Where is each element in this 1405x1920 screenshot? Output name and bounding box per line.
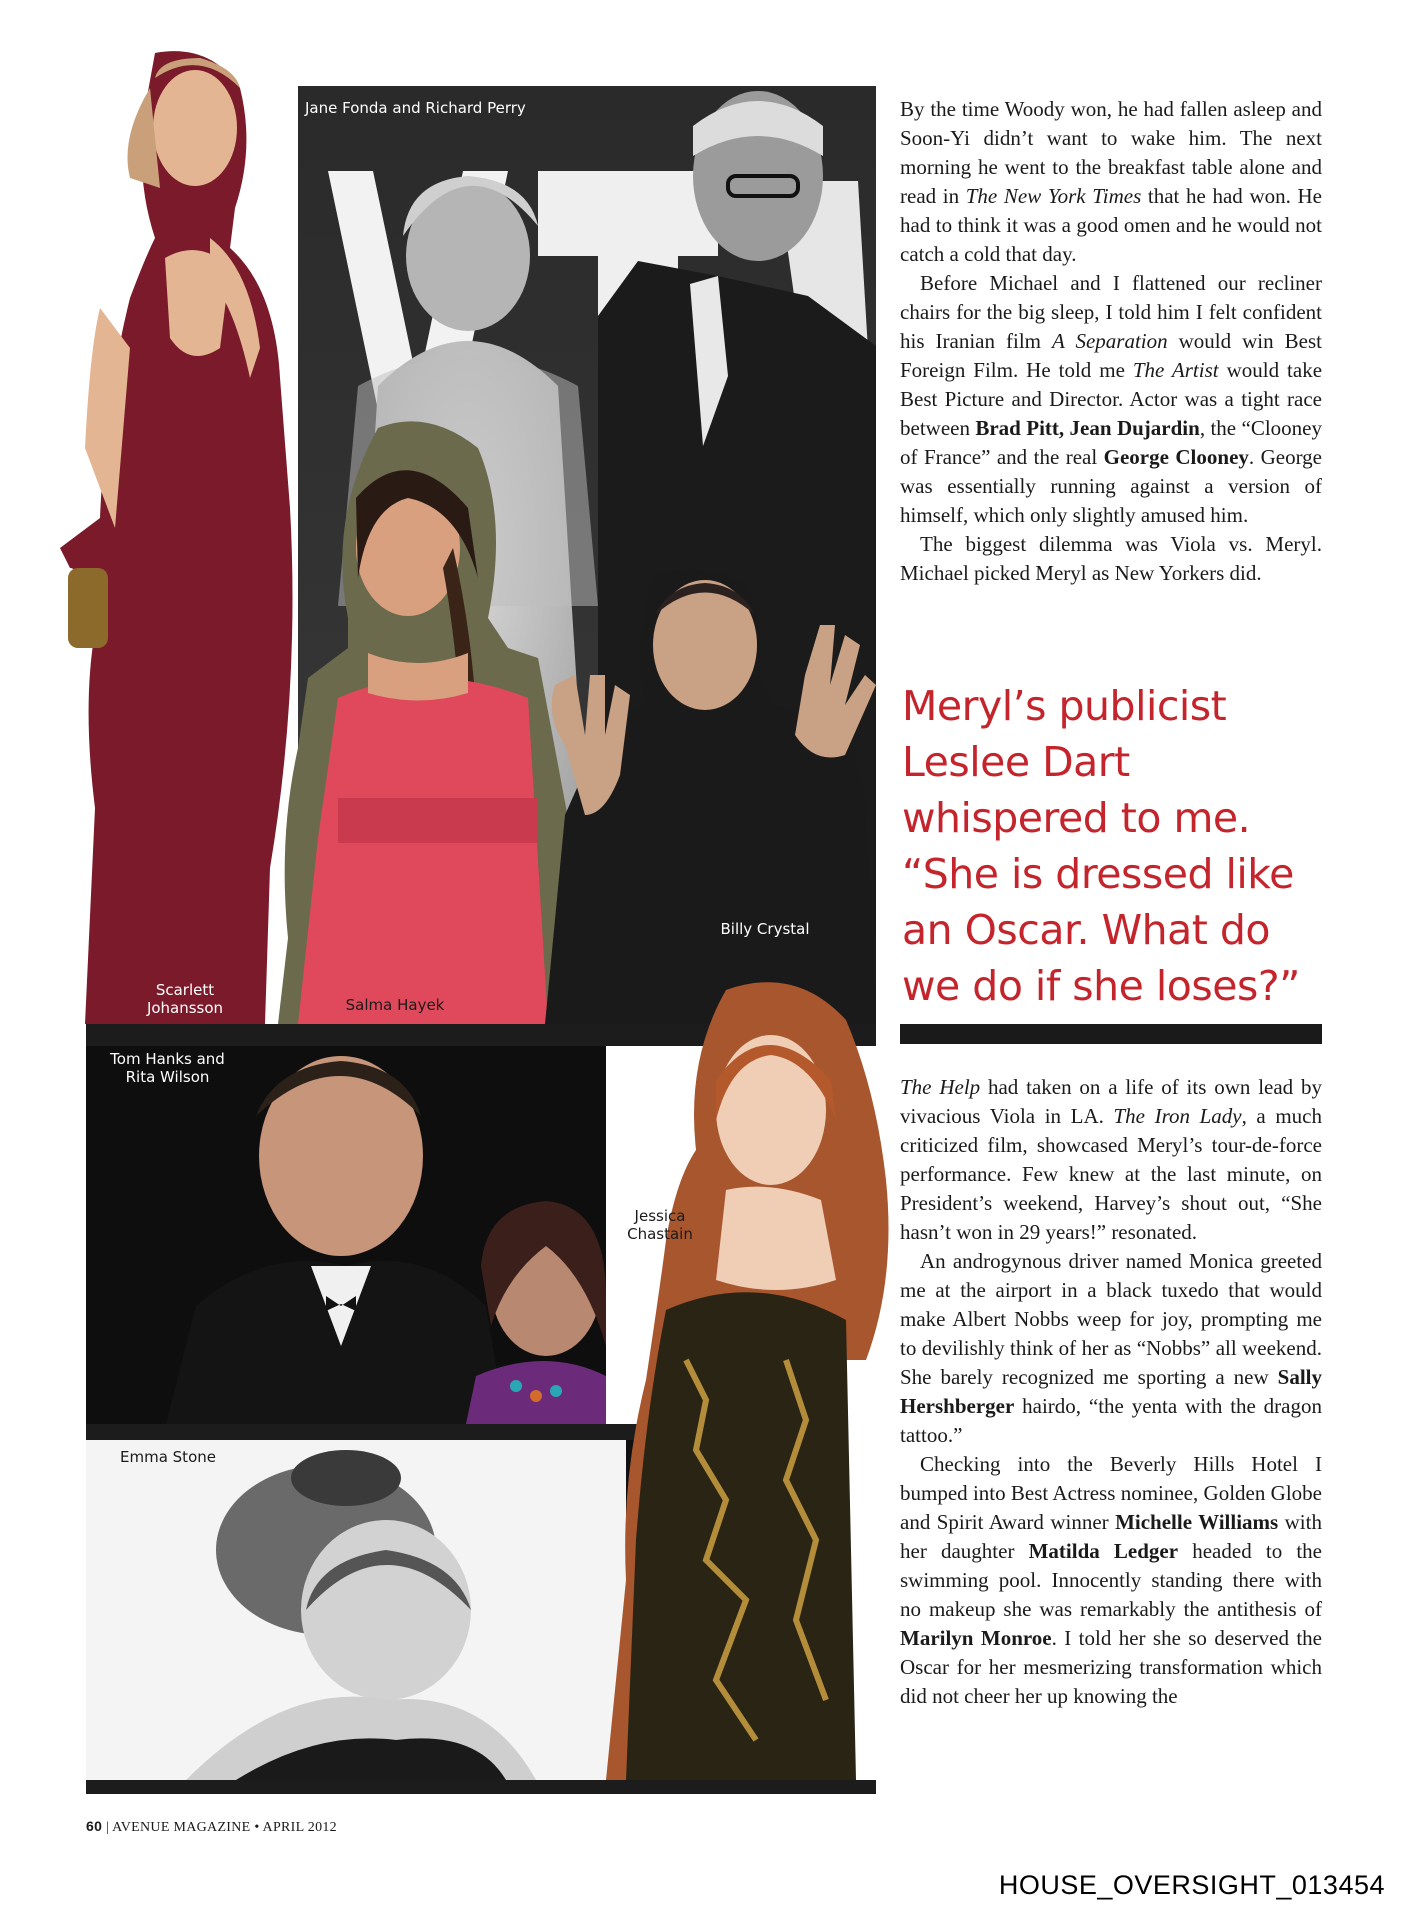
caption-salma-hayek: Salma Hayek xyxy=(345,996,445,1014)
photo-block-bottom-band xyxy=(86,1780,876,1794)
caption-emma-stone: Emma Stone xyxy=(120,1448,216,1466)
article-paragraph: By the time Woody won, he had fallen asleep and Soon-Yi didn’t want to wake him. The next morning he went to the breakfast table alone and read in The New York Times that he had won. He had to think it was a good omen and he would not catch a cold that day. xyxy=(900,97,1322,266)
pull-quote-rule xyxy=(900,1024,1322,1044)
photo-jessica-chastain xyxy=(606,980,896,1780)
article-column-top xyxy=(900,95,1322,588)
caption-jessica-chastain: Jessica Chastain xyxy=(627,1207,693,1243)
photo-hanks-wilson xyxy=(86,1046,606,1424)
photo-billy-crystal xyxy=(545,565,876,1024)
article-paragraph: The Help had taken on a life of its own lead by vivacious Viola in LA. The Iron Lady, a much criticized film, showcased Meryl’s tour-de-force performance. Few knew at the last minute, on President’s weekend, Harvey’s shout out, “She hasn’t won in 29 years!” resonated. xyxy=(900,1075,1323,1244)
article-paragraph: Before Michael and I flattened our recliner chairs for the big sleep, I told him I felt confident his Iranian film A Separation would win Best Foreign Film. He told me The Artist would take Best Picture and Director. Actor was a tight race between Brad Pitt, Jean Dujardin, the “Clooney of France” and the real George Clooney. George was essentially running against a version of himself, which only slightly amused him. xyxy=(900,271,1323,527)
page-number: 60 xyxy=(86,1818,103,1834)
photo-emma-stone xyxy=(86,1440,666,1780)
caption-hanks-wilson: Tom Hanks and Rita Wilson xyxy=(110,1050,225,1086)
caption-fonda-perry: Jane Fonda and Richard Perry xyxy=(305,99,526,117)
footer-separator: | xyxy=(102,1820,113,1835)
caption-scarlett-johansson: Scarlett Johansson xyxy=(146,981,224,1017)
article-paragraph: The biggest dilemma was Viola vs. Meryl. Michael picked Meryl as New Yorkers did. xyxy=(900,532,1322,585)
pull-quote: Meryl’s publicist Leslee Dart whispered to me. “She is dressed like an Oscar. What do we do if she loses?” xyxy=(902,682,1300,1010)
article-paragraph: Checking into the Beverly Hills Hotel I bumped into Best Actress nominee, Golden Globe and Spirit Award winner Michelle Williams with her daughter Matilda Ledger headed to the swimming pool. Innocently standing there with no makeup she was remarkably the antithesis of Marilyn Monroe. I told her she so deserved the Oscar for her mesmerizing transformation which did not cheer her up knowing the xyxy=(900,1452,1322,1708)
photo-salma-hayek xyxy=(278,418,568,1024)
page-footer xyxy=(86,1818,337,1836)
article-column-bottom xyxy=(900,1073,1322,1711)
photo-scarlett-johansson xyxy=(60,48,300,1024)
article-paragraph: An androgynous driver named Monica greeted me at the airport in a black tuxedo that would make Albert Nobbs weep for joy, prompting me to devilishly think of her as “Nobbs” all weekend. She barely recognized me sporting a new Sally Hershberger hairdo, “the yenta with the dragon tattoo.” xyxy=(900,1249,1322,1447)
bates-stamp: HOUSE_OVERSIGHT_013454 xyxy=(998,1870,1385,1900)
footer-publication: AVENUE MAGAZINE • APRIL 2012 xyxy=(112,1820,337,1835)
photo-block-band-middle xyxy=(86,1424,646,1440)
caption-billy-crystal: Billy Crystal xyxy=(720,920,810,938)
